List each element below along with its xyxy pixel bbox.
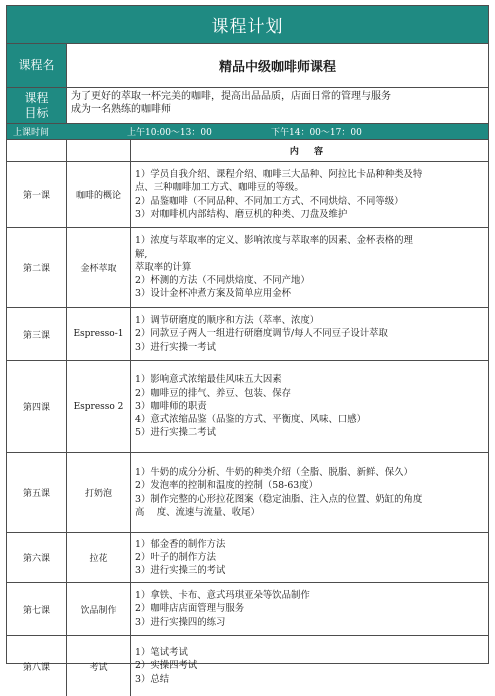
lesson-content (131, 308, 488, 360)
lesson-topic: 拉花 (67, 533, 131, 582)
lesson-content-line: 3）咖啡师的职责 (135, 400, 207, 412)
course-goal-value (67, 88, 488, 123)
lesson-row (7, 533, 488, 583)
lesson-content (131, 533, 488, 582)
lesson-number: 第三课 (7, 308, 67, 360)
lesson-topic: 打奶泡 (67, 453, 131, 532)
lesson-topic: 咖啡的概论 (67, 162, 131, 227)
lesson-content-line: 1）浓度与萃取率的定义、影响浓度与萃取率的因素、金杯表格的理 (135, 235, 413, 247)
lesson-content-line: 点、三种咖啡加工方式、咖啡豆的等级。 (135, 182, 304, 194)
lesson-topic: 金杯萃取 (67, 228, 131, 307)
course-goal-label-text: 课程 目标 (24, 90, 49, 120)
lesson-content-line: 2）杯测的方法（不同烘焙度、不同产地） (135, 275, 310, 287)
lesson-row (7, 228, 488, 308)
lesson-content-line: 2）同款豆子两人一组进行研磨度调节/每人不同豆子设计萃取 (135, 328, 388, 340)
lesson-content-line: 2）实操四考试 (135, 660, 198, 672)
lesson-content-line: 5）进行实操二考试 (135, 427, 216, 439)
class-time-afternoon: 下午14：00～17：00 (271, 128, 362, 138)
lesson-content-line: 1）郁金香的制作方法 (135, 538, 226, 550)
lesson-content-line: 2）发泡率的控制和温度的控制（58-63度） (135, 480, 318, 492)
lesson-content-line: 1）牛奶的成分分析、牛奶的种类介绍（全脂、脱脂、新鲜、保久） (135, 467, 413, 479)
lesson-content-line: 2）咖啡店店面管理与服务 (135, 603, 245, 615)
lesson-content-line: 3）制作完整的心形拉花图案（稳定油脂、注入点的位置、奶缸的角度 (135, 493, 423, 505)
lesson-number: 第四课 (7, 361, 67, 452)
header-blank-cell (67, 140, 131, 161)
header-blank-cell (7, 140, 67, 161)
page-title: 课程计划 (7, 6, 488, 44)
lesson-content (131, 636, 488, 696)
lesson-number: 第二课 (7, 228, 67, 307)
lesson-content-line: 1）笔试考试 (135, 647, 188, 659)
lesson-content-line: 4）意式浓缩品鉴（品鉴的方式、平衡度、风味、口感） (135, 414, 366, 426)
course-name-value: 精品中级咖啡师课程 (218, 60, 336, 75)
lesson-content-line: 2）品鉴咖啡（不同品种、不同加工方式、不同烘焙、不同等级） (135, 195, 404, 207)
lesson-content-line: 1）调节研磨度的顺序和方法（萃率、浓度） (135, 315, 320, 327)
content-header: 内 容 (289, 147, 330, 157)
lesson-row (7, 453, 488, 533)
class-time-morning: 上午10:00～13：00 (127, 128, 212, 138)
lesson-content-line: 3）设计金杯冲煮方案及简单应用金杯 (135, 288, 291, 300)
content-header-row (7, 140, 488, 162)
lesson-content (131, 228, 488, 307)
lesson-content-line: 2）咖啡豆的排气、养豆、包装、保存 (135, 387, 291, 399)
lesson-row (7, 162, 488, 228)
lesson-topic: Espresso 2 (67, 361, 131, 452)
goal-line: 为了更好的萃取一杯完美的咖啡，提高出品品质，店面日常的管理与服务 (71, 91, 391, 102)
lesson-number: 第五课 (7, 453, 67, 532)
lesson-content (131, 162, 488, 227)
course-goal-row (7, 88, 488, 124)
lesson-content-line: 1）学员自我介绍、课程介绍、咖啡三大品种、阿拉比卡品种种类及特 (135, 169, 423, 181)
lesson-content-line: 2）叶子的制作方法 (135, 551, 216, 563)
lesson-content-line: 1）影响意式浓缩最佳风味五大因素 (135, 374, 282, 386)
lesson-topic: 考试 (67, 636, 131, 696)
lesson-number: 第七课 (7, 583, 67, 635)
course-name-label: 课程名 (7, 44, 67, 87)
course-plan-sheet (6, 5, 489, 685)
lesson-content-line: 解, (135, 248, 148, 260)
lesson-content (131, 361, 488, 452)
lesson-row (7, 583, 488, 636)
lesson-content-line: 萃取率的计算 (135, 261, 192, 273)
course-name-row (7, 44, 488, 88)
lesson-content-line: 高 度、流速与流量、收尾） (135, 506, 260, 518)
class-time-row (7, 124, 488, 140)
lesson-number: 第六课 (7, 533, 67, 582)
lesson-content-line: 3）对咖啡机内部结构、磨豆机的种类、刀盘及维护 (135, 208, 348, 220)
lesson-topic: 饮品制作 (67, 583, 131, 635)
lesson-topic: Espresso-1 (67, 308, 131, 360)
lesson-content-line: 3）进行实操一考试 (135, 341, 216, 353)
lesson-row (7, 308, 488, 361)
class-time-label: 上课时间 (13, 128, 50, 138)
lesson-content-line: 3）进行实操三的考试 (135, 565, 226, 577)
lesson-content (131, 453, 488, 532)
course-goal-label (7, 88, 67, 123)
lesson-content-line: 3）进行实操四的练习 (135, 616, 226, 628)
lesson-row (7, 636, 488, 696)
lessons-table (7, 162, 488, 696)
lesson-content (131, 583, 488, 635)
lesson-content-line: 1）拿铁、卡布、意式玛琪亚朵等饮品制作 (135, 590, 310, 602)
lesson-number: 第八课 (7, 636, 67, 696)
lesson-content-line: 3）总结 (135, 673, 170, 685)
lesson-row (7, 361, 488, 453)
goal-line: 成为一名熟练的咖啡师 (71, 104, 171, 115)
lesson-number: 第一课 (7, 162, 67, 227)
